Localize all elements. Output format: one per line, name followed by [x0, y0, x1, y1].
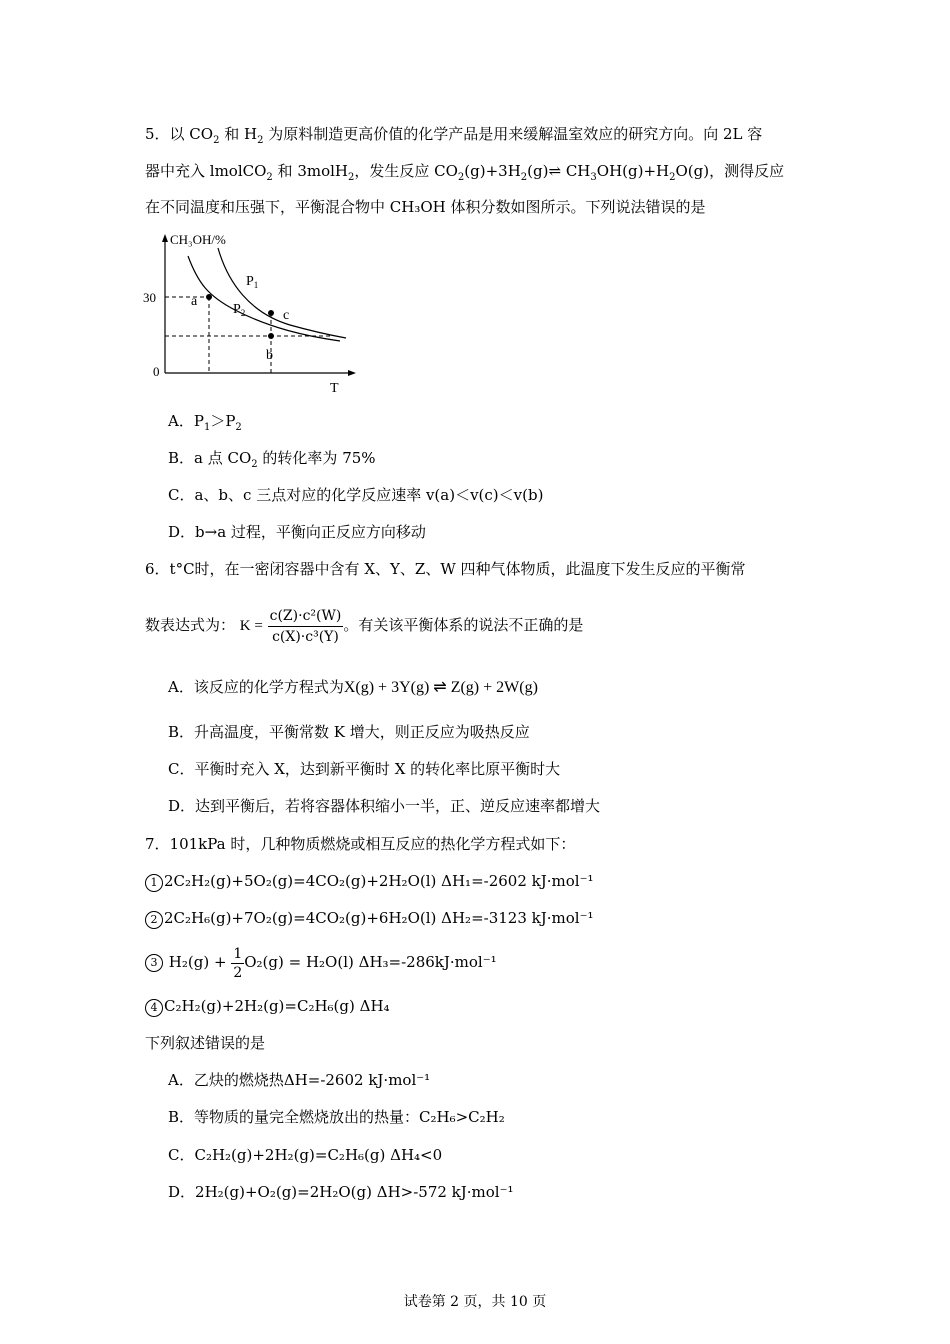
label-p2: $P_2$: [233, 302, 246, 318]
q6-option-b: B．升高温度，平衡常数 K 增大，则正反应为吸热反应: [168, 723, 530, 741]
q5-chart: [140, 228, 370, 398]
circled-number: 1: [145, 874, 163, 892]
label-c: c: [283, 308, 290, 323]
q5-line3: 在不同温度和压强下，平衡混合物中 CH₃OH 体积分数如图所示。下列说法错误的是: [145, 198, 706, 216]
point-a: [206, 294, 212, 300]
y-axis-label: CH₃OH/%: [170, 232, 226, 247]
curve-p1: [218, 248, 346, 338]
q7-eq1: 1 2C₂H₂(g)+5O₂(g)=4CO₂(g)+2H₂O(l) ΔH₁=-2602 kJ·mol⁻¹: [145, 871, 594, 892]
q6-line2: 数表达式为： K = $\frac{\text{c(Z)·c²(W)}}{\text{c(X)·c³(Y)}}$ 。有关该平衡体系的说法不正确的是: [145, 607, 584, 645]
q7-eq2: 2 2C₂H₆(g)+7O₂(g)=4CO₂(g)+6H₂O(l) ΔH₂=-3123 kJ·mol⁻¹: [145, 908, 594, 929]
x-axis-label: T: [330, 381, 339, 396]
tick-0: 0: [153, 364, 160, 379]
q7-ask: 下列叙述错误的是: [145, 1034, 266, 1052]
q7-eq3: 3 H₂(g) + $\frac{1}{2}$ O₂(g) = H₂O(l) ΔH₃=-286kJ·mol⁻¹: [145, 940, 497, 984]
q6-option-d: D．达到平衡后，若将容器体积缩小一半，正、逆反应速率都增大: [168, 797, 601, 815]
label-b: b: [266, 348, 273, 363]
q7-option-a: A．乙炔的燃烧热ΔH=-2602 kJ·mol⁻¹: [168, 1071, 431, 1089]
q5-line2: 器中充入 lmolCO$_2$ 和 3molH$_2$，发生反应 $CO_2(g)+3H_2(g)\rightleftharpoons$ $CH_3OH(g)+H_2O(g)$，测得反应: [145, 162, 785, 183]
page-footer: 试卷第 2 页，共 10 页: [403, 1294, 547, 1310]
q5-line1: 5．以 $CO_2$ 和 $H_2$ 为原料制造更高价值的化学产品是用来缓解温室效应的研究方向。向 2L 容: [145, 125, 763, 146]
q7-option-b: B．等物质的量完全燃烧放出的热量：C₂H₆>C₂H₂: [168, 1108, 505, 1126]
q5-option-a: A．$P_1>P_2$: [168, 412, 242, 433]
q5-option-d: D．b→a 过程，平衡向正反应方向移动: [168, 523, 426, 541]
q6-line1: 6．t°C时，在一密闭容器中含有 X、Y、Z、W 四种气体物质，此温度下发生反应的平衡常: [145, 560, 746, 578]
equilibrium-arrow-icon: ⇌: [548, 162, 562, 180]
label-p1: $P_1$: [246, 274, 259, 290]
q7-line1: 7．101kPa 时，几种物质燃烧或相互反应的热化学方程式如下：: [145, 835, 576, 853]
q7-option-d: D．2H₂(g)+O₂(g)=2H₂O(g) ΔH>-572 kJ·mol⁻¹: [168, 1183, 514, 1201]
circled-number: 2: [145, 911, 163, 929]
q5-option-c: C．a、b、c 三点对应的化学反应速率 v(a)＜v(c)＜v(b): [168, 486, 544, 504]
q7-option-c: C．C₂H₂(g)+2H₂(g)=C₂H₆(g) ΔH₄<0: [168, 1146, 443, 1164]
y-axis-arrow-icon: [162, 234, 168, 242]
q5-option-b: B．a 点 $CO_2$ 的转化率为 75%: [168, 449, 376, 470]
k-fraction: $\frac{\text{c(Z)·c²(W)}}{\text{c(X)·c³(Y)}}$: [269, 607, 342, 645]
label-a: a: [191, 294, 198, 309]
circled-number: 4: [145, 999, 163, 1017]
q7-eq4: 4 C₂H₂(g)+2H₂(g)=C₂H₆(g) ΔH₄: [145, 996, 390, 1017]
point-b: [268, 333, 274, 339]
point-c: [268, 310, 274, 316]
half-fraction: $\frac{1}{2}$: [233, 945, 243, 981]
tick-30: 30: [143, 290, 156, 305]
x-axis-arrow-icon: [348, 370, 356, 376]
circled-number: 3: [145, 954, 163, 972]
q6-option-c: C．平衡时充入 X，达到新平衡时 X 的转化率比原平衡时大: [168, 760, 561, 778]
q6-option-a: A．该反应的化学方程式为X(g) + 3Y(g) ⇌ Z(g) + 2W(g): [168, 678, 538, 696]
